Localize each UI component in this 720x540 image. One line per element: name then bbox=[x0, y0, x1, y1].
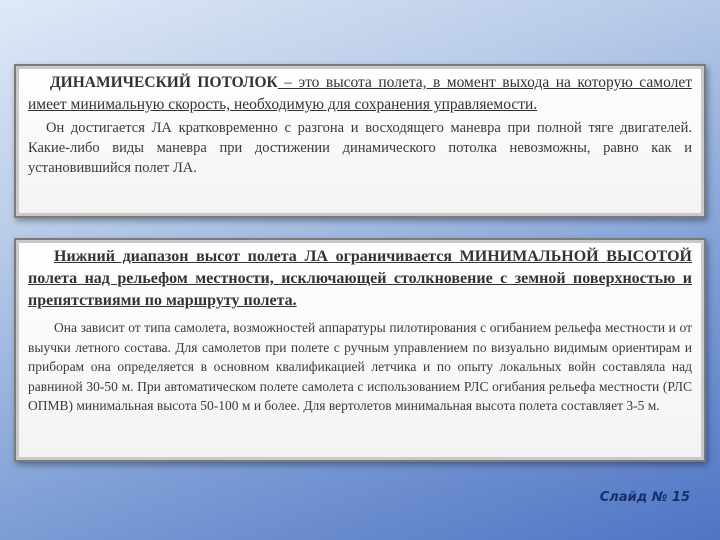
minimum-altitude-term: МИНИМАЛЬНОЙ ВЫСОТОЙ bbox=[459, 248, 692, 265]
slide-number: Слайд № 15 bbox=[599, 490, 690, 505]
minimum-altitude-heading bbox=[28, 246, 692, 312]
dynamic-ceiling-box bbox=[14, 64, 706, 218]
minimum-altitude-heading-part1: Нижний диапазон высот полета ЛА ограничивается bbox=[54, 248, 460, 265]
minimum-altitude-box bbox=[14, 238, 706, 462]
dynamic-ceiling-detail: Он достигается ЛА кратковременно с разгона и восходящего маневра при полной тяге двигателей. Какие-либо виды маневра при достижении динамического потолка невозможны, равно как и установившийся полет ЛА. bbox=[28, 120, 692, 176]
minimum-altitude-detail: Она зависит от типа самолета, возможностей аппаратуры пилотирования с огибанием рельефа местности и от выучки летного состава. Для самолетов при полете с ручным управлением по визуально видимым ориентирам и приборам она определяется в основном квалификацией летчика и по опыту локальных войн составляла над равниной 30-50 м. При автоматическом полете самолета с использованием РЛС огибания рельефа местности (РЛС ОПМВ) минимальная высота 50-100 м и более. Для вертолетов минимальная высота полета составляет 3-5 м. bbox=[28, 320, 692, 413]
minimum-altitude-heading-part2: полета над рельефом местности, исключающей столкновение с земной поверхностью и препятствиями по маршруту полета. bbox=[28, 270, 692, 309]
dynamic-ceiling-definition-text: – это высота полета, в момент выхода на которую самолет имеет минимальную скорость, необходимую для сохранения управляемости. bbox=[28, 74, 692, 113]
dynamic-ceiling-term: ДИНАМИЧЕСКИЙ ПОТОЛОК bbox=[50, 74, 278, 91]
dynamic-ceiling-definition bbox=[28, 72, 692, 116]
